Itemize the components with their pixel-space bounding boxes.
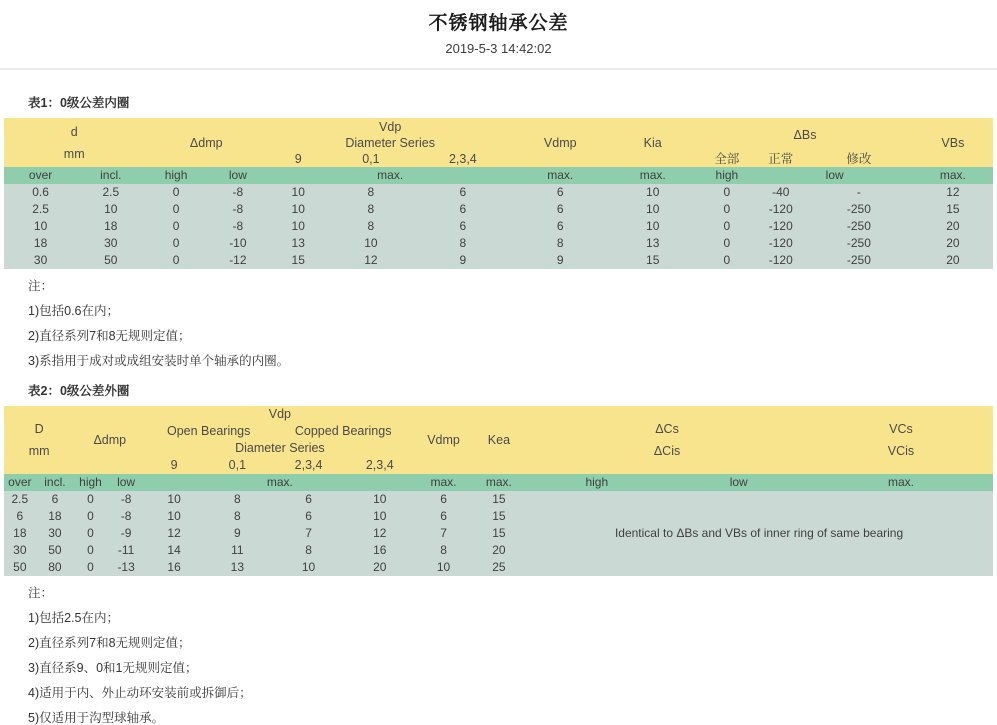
table-cell: 20 bbox=[473, 542, 525, 559]
subheader-max-kia: max. bbox=[608, 167, 697, 184]
table1-row bbox=[4, 218, 993, 235]
subheader-max-kea: max. bbox=[473, 474, 525, 491]
col-header-series-234-open: 2,3,4 bbox=[272, 457, 345, 474]
table-cell: 8 bbox=[328, 218, 413, 235]
table-cell: 20 bbox=[913, 235, 993, 252]
table-cell: 13 bbox=[268, 235, 328, 252]
subheader-max-vdp: max. bbox=[145, 474, 414, 491]
header-divider bbox=[0, 68, 997, 70]
table-cell: 30 bbox=[36, 525, 75, 542]
subheader-incl: incl. bbox=[77, 167, 144, 184]
table-cell: 0 bbox=[144, 252, 207, 269]
table1-row bbox=[4, 235, 993, 252]
table-cell: 15 bbox=[268, 252, 328, 269]
col-header-vdmp: Vdmp bbox=[512, 118, 608, 167]
subheader-incl: incl. bbox=[36, 474, 75, 491]
subheader-high: high bbox=[74, 474, 107, 491]
table1-subheader-row bbox=[4, 167, 993, 184]
subheader-low-bs: low bbox=[757, 167, 913, 184]
table-cell: 8 bbox=[328, 201, 413, 218]
table-cell: 8 bbox=[272, 542, 345, 559]
table-cell: -10 bbox=[208, 235, 268, 252]
page-title: 不锈钢轴承公差 bbox=[428, 13, 569, 34]
table-cell: 16 bbox=[145, 559, 202, 576]
subheader-max-vcs: max. bbox=[809, 474, 993, 491]
col-header-d-mm bbox=[4, 118, 144, 167]
table-cell: 10 bbox=[145, 508, 202, 525]
col-header-delta-bs: ΔBs bbox=[697, 118, 913, 151]
table-cell: 18 bbox=[36, 508, 75, 525]
subheader-over: over bbox=[4, 474, 36, 491]
subheader-max-vbs: max. bbox=[913, 167, 993, 184]
table-cell: 10 bbox=[272, 559, 345, 576]
subheader-max-vdmp: max. bbox=[414, 474, 472, 491]
table-cell: 0 bbox=[697, 184, 756, 201]
table-cell: 7 bbox=[272, 525, 345, 542]
table-cell: 0 bbox=[144, 201, 207, 218]
col-header-series-234-copped: 2,3,4 bbox=[345, 457, 414, 474]
table-cell: -8 bbox=[208, 218, 268, 235]
col-header-mm: mm bbox=[63, 146, 85, 161]
col-header-mm: mm bbox=[28, 444, 50, 458]
table2-subheader-row bbox=[4, 474, 993, 491]
table-cell: 20 bbox=[345, 559, 414, 576]
table-cell: 9 bbox=[413, 252, 512, 269]
table-cell: 10 bbox=[608, 218, 697, 235]
table-cell: 0 bbox=[697, 252, 756, 269]
table-cell: 10 bbox=[414, 559, 472, 576]
table-cell: -8 bbox=[107, 508, 146, 525]
table-cell: -8 bbox=[208, 201, 268, 218]
tolerance-table-outer-ring bbox=[4, 406, 993, 576]
note-item: 2)直径系列7和8无规则定值； bbox=[28, 329, 191, 343]
table-cell: 2.5 bbox=[77, 184, 144, 201]
table2-row bbox=[4, 491, 993, 508]
table-cell: 10 bbox=[268, 201, 328, 218]
main-content bbox=[0, 93, 997, 725]
table-cell: 0 bbox=[74, 508, 107, 525]
table-cell: 15 bbox=[473, 508, 525, 525]
table-cell: -120 bbox=[757, 201, 805, 218]
col-header-bs-modified: 修改 bbox=[805, 151, 913, 167]
col-header-vcis: VCis bbox=[887, 444, 915, 458]
table-cell: 0 bbox=[144, 235, 207, 252]
col-header-series-01: 0,1 bbox=[328, 151, 413, 167]
table-cell: 0.6 bbox=[4, 184, 77, 201]
table-cell: 6 bbox=[272, 491, 345, 508]
table-cell: 9 bbox=[512, 252, 608, 269]
table1-row bbox=[4, 201, 993, 218]
col-header-series-01: 0,1 bbox=[203, 457, 272, 474]
table1-caption: 表1：0级公差内圈 bbox=[28, 96, 130, 110]
table-cell: 18 bbox=[4, 525, 36, 542]
table-cell: 6 bbox=[414, 491, 472, 508]
table-cell: 6 bbox=[4, 508, 36, 525]
note-item: 3)直径系9、0和1无规则定值； bbox=[28, 661, 198, 675]
table2-notes bbox=[28, 586, 993, 725]
table-cell: 6 bbox=[272, 508, 345, 525]
table-cell: 50 bbox=[77, 252, 144, 269]
table-cell: 6 bbox=[36, 491, 75, 508]
table2-caption: 表2：0级公差外圈 bbox=[28, 384, 130, 398]
col-header-d: D bbox=[34, 422, 44, 436]
table-cell: 25 bbox=[473, 559, 525, 576]
col-header-copped-bearings: Copped Bearings bbox=[272, 423, 414, 440]
table-cell: 0 bbox=[697, 235, 756, 252]
note-item: 5)仅适用于沟型球轴承。 bbox=[28, 711, 165, 725]
table-cell: 15 bbox=[608, 252, 697, 269]
table-cell: 30 bbox=[4, 252, 77, 269]
note-item: 4)适用于内、外止动环安装前或拆御后； bbox=[28, 686, 252, 700]
table-cell: 18 bbox=[4, 235, 77, 252]
table-cell: 11 bbox=[203, 542, 272, 559]
col-header-diameter-series: Diameter Series bbox=[345, 135, 435, 150]
table-cell: 20 bbox=[913, 218, 993, 235]
table-cell: -11 bbox=[107, 542, 146, 559]
subheader-high-bs: high bbox=[697, 167, 756, 184]
table-cell: 8 bbox=[413, 235, 512, 252]
table-cell: 8 bbox=[414, 542, 472, 559]
table-cell: -250 bbox=[805, 201, 913, 218]
table-cell: 12 bbox=[145, 525, 202, 542]
table-cell: 2.5 bbox=[4, 491, 36, 508]
table-cell: 0 bbox=[74, 491, 107, 508]
merged-note-cell: Identical to ΔBs and VBs of inner ring of same bearing bbox=[525, 491, 993, 576]
table-cell: 10 bbox=[4, 218, 77, 235]
tolerance-table-inner-ring bbox=[4, 118, 993, 269]
col-header-vcs-vcis bbox=[809, 406, 993, 474]
subheader-low-cs: low bbox=[669, 474, 809, 491]
table-cell: 30 bbox=[77, 235, 144, 252]
table-cell: 9 bbox=[203, 525, 272, 542]
table-cell: 12 bbox=[913, 184, 993, 201]
col-header-vcs: VCs bbox=[889, 422, 913, 436]
table-cell: -9 bbox=[107, 525, 146, 542]
col-header-vbs: VBs bbox=[913, 118, 993, 167]
table-cell: 6 bbox=[512, 201, 608, 218]
table-cell: 10 bbox=[328, 235, 413, 252]
table-cell: 50 bbox=[4, 559, 36, 576]
table-cell: 13 bbox=[608, 235, 697, 252]
table-cell: 0 bbox=[74, 542, 107, 559]
notes-label: 注： bbox=[28, 279, 54, 293]
table-cell: 0 bbox=[74, 525, 107, 542]
col-header-series-9: 9 bbox=[145, 457, 202, 474]
page-datetime: 2019-5-3 14:42:02 bbox=[445, 41, 552, 56]
table-cell: 8 bbox=[512, 235, 608, 252]
col-header-bs-normal: 正常 bbox=[757, 151, 805, 167]
table-cell: -250 bbox=[805, 252, 913, 269]
table-cell: -250 bbox=[805, 235, 913, 252]
col-header-vdp-label: Vdp bbox=[379, 119, 402, 134]
table1-notes bbox=[28, 279, 993, 368]
table-cell: 10 bbox=[608, 184, 697, 201]
col-header-delta-dmp: Δdmp bbox=[144, 118, 268, 167]
note-item: 1)包括2.5在内； bbox=[28, 611, 119, 625]
table-cell: 15 bbox=[473, 491, 525, 508]
table-cell: 0 bbox=[697, 201, 756, 218]
table-cell: 10 bbox=[345, 491, 414, 508]
col-header-delta-cis: ΔCis bbox=[653, 444, 681, 458]
table-cell: 6 bbox=[413, 218, 512, 235]
note-item: 2)直径系列7和8无规则定值； bbox=[28, 636, 191, 650]
table-cell: 6 bbox=[512, 218, 608, 235]
table-cell: 6 bbox=[413, 201, 512, 218]
table-cell: -250 bbox=[805, 218, 913, 235]
table-cell: 15 bbox=[473, 525, 525, 542]
col-header-d-mm bbox=[4, 406, 74, 474]
table-cell: 10 bbox=[268, 218, 328, 235]
table-cell: 10 bbox=[268, 184, 328, 201]
table-cell: 8 bbox=[203, 491, 272, 508]
table-cell: -8 bbox=[107, 491, 146, 508]
table-cell: 6 bbox=[413, 184, 512, 201]
table-cell: 20 bbox=[913, 252, 993, 269]
col-header-series-234: 2,3,4 bbox=[413, 151, 512, 167]
col-header-vdp bbox=[268, 118, 512, 151]
col-header-delta-cs: ΔCs bbox=[655, 422, 679, 436]
table1-row bbox=[4, 184, 993, 201]
table-cell: -120 bbox=[757, 252, 805, 269]
col-header-bs-all: 全部 bbox=[697, 151, 756, 167]
col-header-diameter-series: Diameter Series bbox=[145, 440, 414, 457]
col-header-kea: Kea bbox=[473, 406, 525, 474]
table-cell: - bbox=[805, 184, 913, 201]
table-cell: 8 bbox=[203, 508, 272, 525]
subheader-high: high bbox=[144, 167, 207, 184]
col-header-kia: Kia bbox=[608, 118, 697, 167]
table-cell: 6 bbox=[512, 184, 608, 201]
table-cell: 30 bbox=[4, 542, 36, 559]
table-cell: 10 bbox=[345, 508, 414, 525]
table-cell: 10 bbox=[608, 201, 697, 218]
table-cell: -12 bbox=[208, 252, 268, 269]
col-header-vdmp: Vdmp bbox=[414, 406, 472, 474]
table-cell: 7 bbox=[414, 525, 472, 542]
table-cell: -13 bbox=[107, 559, 146, 576]
subheader-over: over bbox=[4, 167, 77, 184]
subheader-max-vdmp: max. bbox=[512, 167, 608, 184]
table-cell: 80 bbox=[36, 559, 75, 576]
table-cell: 2.5 bbox=[4, 201, 77, 218]
table-cell: 8 bbox=[328, 184, 413, 201]
subheader-high-cs: high bbox=[525, 474, 668, 491]
table-cell: 6 bbox=[414, 508, 472, 525]
table-cell: 0 bbox=[144, 218, 207, 235]
col-header-vdp: Vdp bbox=[145, 406, 414, 423]
table-cell: 0 bbox=[697, 218, 756, 235]
notes-label: 注： bbox=[28, 586, 54, 600]
table-cell: 0 bbox=[144, 184, 207, 201]
subheader-low: low bbox=[208, 167, 268, 184]
col-header-delta-dmp: Δdmp bbox=[74, 406, 145, 474]
col-header-series-9: 9 bbox=[268, 151, 328, 167]
table-cell: -8 bbox=[208, 184, 268, 201]
table-cell: 10 bbox=[77, 201, 144, 218]
table-cell: 14 bbox=[145, 542, 202, 559]
col-header-delta-cs-cis bbox=[525, 406, 809, 474]
table-cell: 18 bbox=[77, 218, 144, 235]
note-item: 3)系指用于成对或成组安装时单个轴承的内圈。 bbox=[28, 354, 290, 368]
table-cell: 12 bbox=[328, 252, 413, 269]
subheader-low: low bbox=[107, 474, 146, 491]
table-cell: 15 bbox=[913, 201, 993, 218]
table-cell: 10 bbox=[145, 491, 202, 508]
table-cell: 13 bbox=[203, 559, 272, 576]
table-cell: -40 bbox=[757, 184, 805, 201]
table1-row bbox=[4, 252, 993, 269]
col-header-open-bearings: Open Bearings bbox=[145, 423, 272, 440]
note-item: 1)包括0.6在内； bbox=[28, 304, 119, 318]
subheader-max-vdp: max. bbox=[268, 167, 512, 184]
table-cell: -120 bbox=[757, 218, 805, 235]
col-header-d: d bbox=[70, 124, 78, 139]
table-cell: 0 bbox=[74, 559, 107, 576]
page-header bbox=[0, 0, 997, 56]
table-cell: 12 bbox=[345, 525, 414, 542]
table-cell: 16 bbox=[345, 542, 414, 559]
table-cell: 50 bbox=[36, 542, 75, 559]
table-cell: -120 bbox=[757, 235, 805, 252]
